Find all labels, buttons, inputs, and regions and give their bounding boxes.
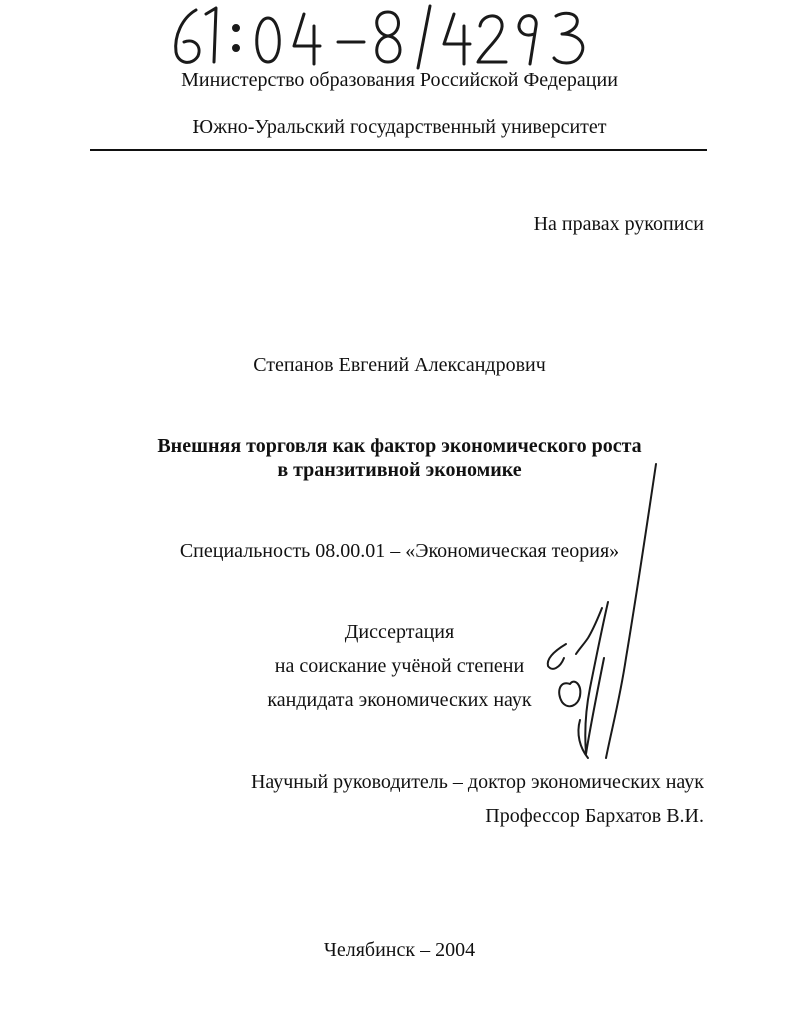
degree-line-3: кандидата экономических наук	[267, 689, 532, 711]
university-heading: Южно-Уральский государственный университет	[192, 116, 607, 138]
specialty: Специальность 08.00.01 – «Экономическая теория»	[179, 540, 620, 562]
place-and-year: Челябинск – 2004	[323, 939, 476, 961]
degree-line-1: Диссертация	[344, 621, 455, 643]
author-name: Степанов Евгений Александрович	[253, 354, 546, 376]
handwritten-signature	[540, 458, 670, 764]
ministry-heading: Министерство образования Российской Федерации	[181, 69, 618, 91]
header-divider	[90, 149, 707, 151]
supervisor-role: Научный руководитель – доктор экономических наук	[250, 771, 704, 793]
supervisor-name: Профессор Бархатов В.И.	[485, 805, 704, 827]
degree-line-2: на соискание учёной степени	[274, 655, 525, 677]
manuscript-rights-note: На правах рукописи	[533, 213, 704, 235]
handwritten-archive-number	[168, 4, 608, 70]
dissertation-title-line-2: в транзитивной экономике	[277, 459, 522, 481]
dissertation-title-line-1: Внешняя торговля как фактор экономического роста	[157, 435, 642, 457]
